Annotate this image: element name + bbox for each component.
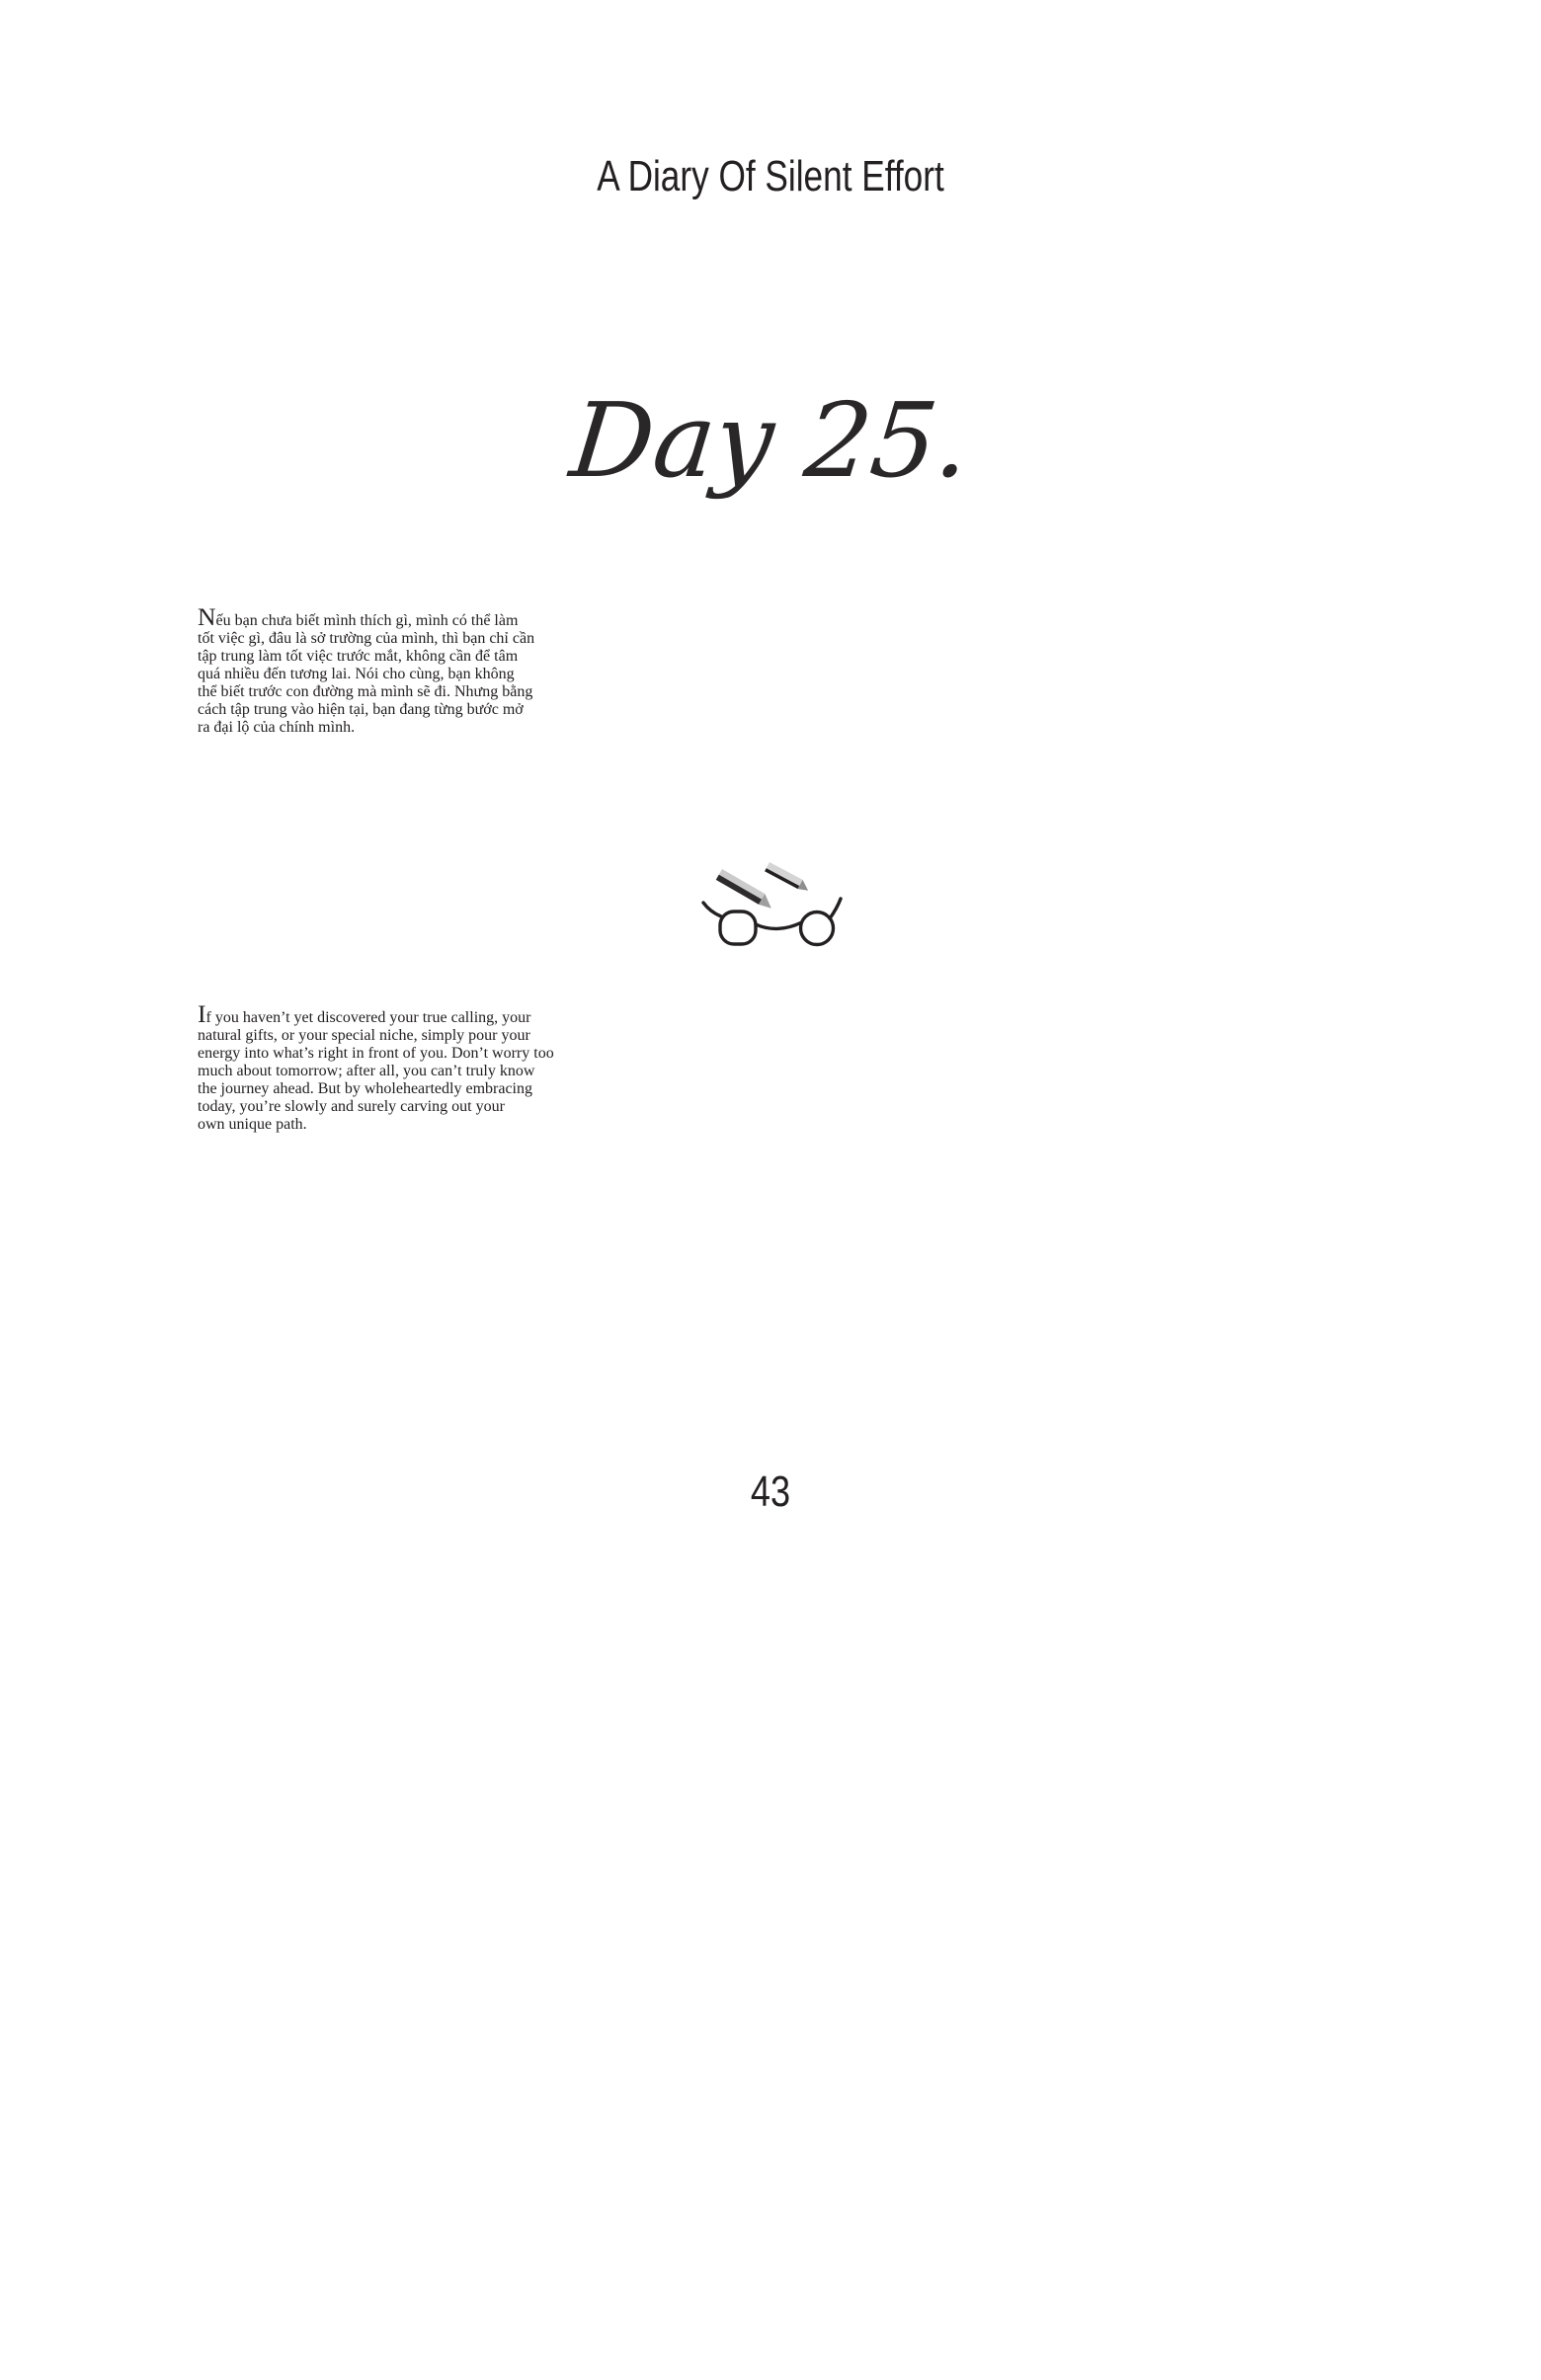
paragraph-line: ra đại lộ của chính mình. — [198, 719, 356, 736]
glasses-icon — [703, 899, 841, 945]
paragraph-line: today, you’re slowly and surely carving out your — [198, 1098, 505, 1115]
paragraph-line: energy into what’s right in front of you. Don’t worry too — [198, 1045, 554, 1062]
paragraph-line — [198, 602, 1343, 631]
paragraph-line: tập trung làm tốt việc trước mắt, không cần để tâm — [198, 648, 519, 665]
paragraph-line-text: ếu bạn chưa biết mình thích gì, mình có thể làm — [215, 612, 519, 629]
paragraph-line: own unique path. — [198, 1116, 307, 1133]
paragraph-line: cách tập trung vào hiện tại, bạn đang từng bước mở — [198, 701, 524, 718]
paragraph-line — [198, 999, 1343, 1028]
page-number: 43 — [750, 1468, 791, 1516]
day-title: Day 25. — [565, 380, 976, 501]
drop-cap-initial: N — [198, 602, 216, 631]
paragraph-line: much about tomorrow; after all, you can’t truly know — [198, 1063, 535, 1079]
pencil-left-icon — [716, 869, 776, 911]
paragraph-line: thể biết trước con đường mà mình sẽ đi. Nhưng bằng — [198, 683, 533, 700]
paragraph-line: natural gifts, or your special niche, simply pour your — [198, 1027, 530, 1044]
running-header-title: A Diary Of Silent Effort — [597, 152, 944, 200]
pencil-right-icon — [765, 862, 811, 894]
paragraph-line: quá nhiều đến tương lai. Nói cho cùng, bạn không — [198, 666, 515, 682]
paragraph-line-text: f you haven’t yet discovered your true calling, your — [205, 1009, 531, 1026]
paragraph-line: tốt việc gì, đâu là sở trường của mình, thì bạn chỉ cần — [198, 630, 535, 647]
paragraph-line: the journey ahead. But by wholeheartedly embracing — [198, 1080, 532, 1097]
book-page — [198, 0, 1343, 1517]
glasses-pencils-icon — [198, 859, 1343, 958]
drop-cap-initial: I — [198, 999, 206, 1028]
glasses-pencils-svg — [696, 859, 845, 953]
